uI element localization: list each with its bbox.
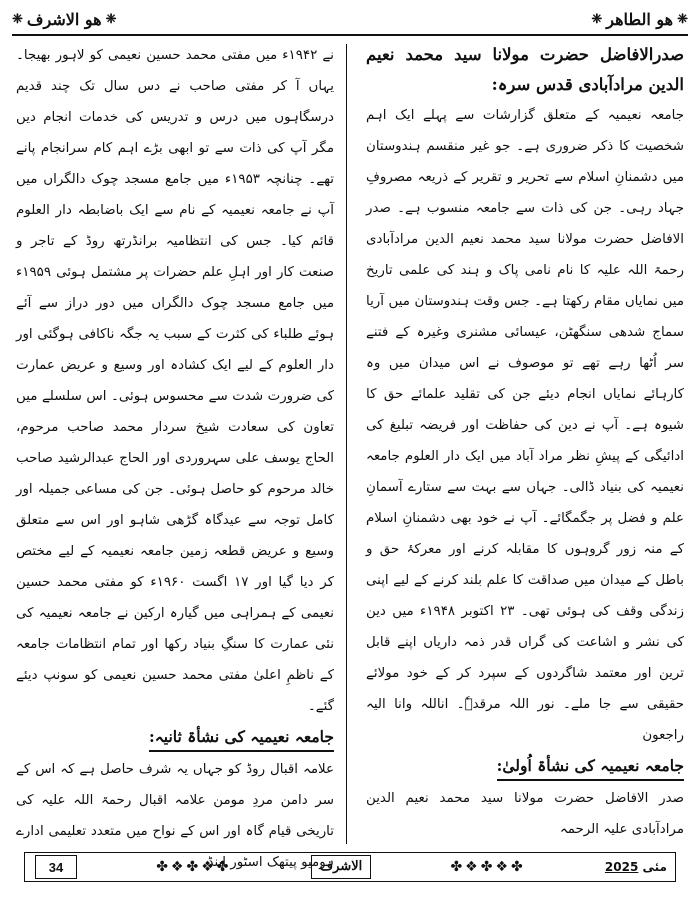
header-rule bbox=[12, 34, 688, 36]
header-right-text: هو الطاهر bbox=[606, 9, 674, 29]
page-header bbox=[12, 6, 688, 32]
right-column bbox=[366, 40, 684, 848]
column-divider bbox=[346, 44, 347, 844]
footer-month: مئی bbox=[642, 860, 667, 874]
article-paragraph: علامہ اقبال روڈ کو جہاں یہ شرف حاصل ہے کہ اس کے سر دامن مردِ مومن علامہ اقبال رحمۃ اللہ علیہ کی تاریخی قیام گاہ اور اس کے نواح میں متعدد تعلیمی ادارے ہومیو پیتھک اسٹور اینڈ bbox=[16, 762, 334, 870]
article-paragraph: جامعہ نعیمیہ کے متعلق گزارشات سے پہلے ایک اہم شخصیت کا ذکر ضروری ہے۔ جو غیر منقسم ہندوستان میں دشمنانِ اسلام سے تحریر و تقریر کے ذریعہ مصروفِ جہاد رہی۔ جن کی ذات سے جامعہ منسوب ہے۔ صدر الافاضل حضرت مولانا سید محمد نعیم الدین مرادآبادی رحمۃ اللہ علیہ کا نام نامی پاک و ہند کی علمی تاریخ میں نمایاں مقام رکھتا ہے۔ جس وقت ہندوستان میں آریا سماج شدھی سنگھٹن، عیسائی مشنری وغیرہ کے فتنے سر اُٹھا رہے تھے تو موصوف نے اس میدان میں وہ کارہائے نمایاں انجام دیئے جن کی تقلید علمائے حق کا شیوہ ہے۔ آپ نے دین کی حفاظت اور فریضہ تبلیغ کی ادائیگی کے پیشِ نظر مراد آباد میں ایک دار العلوم جامعہ نعیمیہ کی بنیاد ڈالی۔ جہاں سے بہت سے ستارے آسمانِ علم و فضل پر جگمگائے۔ آپ نے خود بھی دشمنانِ اسلام کے منہ زور گروہوں کا مقابلہ کرنے اور معرکۂ حق و باطل کے میدان میں صداقت کا علم بلند کرنے کے لیے اپنی زندگی وقف کی ہوئی تھی۔ ۲۳ اکتوبر ۱۹۴۸ء میں دین کی نشر و اشاعت کی گراں قدر ذمہ داریاں اپنے قابل ترین اور معتمد شاگردوں کے سپرد کر کے خود مولائے حقیقی سے جا ملے۔ نور اللہ مرقدہٗ۔ اناللہ وانا الیہ راجعون bbox=[366, 108, 684, 743]
footer-year: 2025 bbox=[604, 860, 639, 874]
footer-ornament-icon: ✤❖✤❖✤ bbox=[450, 859, 526, 875]
article-paragraph: نے ۱۹۴۲ء میں مفتی محمد حسین نعیمی کو لاہور بھیجا۔ یہاں آ کر مفتی صاحب نے دس سال تک چند قدیم درسگاہوں میں درس و تدریس کی خدمات انجام دیں مگر آپ کی ذات سے تو ابھی بڑے اہم کام سرانجام پانے تھے۔ چنانچہ ۱۹۵۳ء میں جامع مسجد چوک دالگراں میں آپ نے جامعہ نعیمیہ کے نام سے ایک باضابطہ دار العلوم قائم کیا۔ جس کی انتظامیہ برانڈرتھ روڈ کے تاجر و صنعت کار اور اہلِ علم حضرات پر مشتمل ہوئی ۱۹۵۹ء میں جامع مسجد چوک دالگراں میں دور دراز سے آئے ہوئے طلباء کی کثرت کے سبب یہ جگہ ناکافی ہوگئی اور دار العلوم کے لیے ایک کشادہ اور وسیع و عریض عمارت کی ضرورت شدت سے محسوس ہوئی۔ اس سلسلے میں تعاون کی سعادت شیخ سردار محمد صاحب مرحوم، الحاج یوسف علی سہروردی اور الحاج عبدالرشید صاحب خالد مرحوم کو حاصل ہوئی۔ جن کی مساعی جمیلہ اور کامل توجہ سے عیدگاہ گڑھی شاہو اور اس سے متعلق وسیع و عریض قطعہ زمین جامعہ نعیمیہ کے لیے مختص کر دیا گیا اور ۱۷ اگست ۱۹۶۰ء کو مفتی محمد حسین نعیمی کے ہمراہی میں گیارہ ارکین نے جامعہ نعیمیہ کی نئی عمارت کا سنگِ بنیاد رکھا اور تمام انتظامات جامعہ کے ناظمِ اعلیٰ مفتی محمد حسین نعیمی کو سونپ دیئے گئے۔ bbox=[16, 48, 334, 714]
flourish-icon: ❈ bbox=[591, 11, 603, 27]
footer-magazine-name: الاشرف bbox=[311, 855, 372, 879]
header-left-text: هو الاشرف bbox=[26, 9, 102, 29]
page-number: 34 bbox=[35, 855, 77, 879]
header-left bbox=[12, 10, 116, 29]
article-title: صدرالافاضل حضرت مولانا سید محمد نعیم الدین مرادآبادی قدس سرہ: bbox=[366, 45, 684, 94]
flourish-icon: ❈ bbox=[677, 11, 688, 27]
flourish-icon: ❈ bbox=[12, 11, 23, 27]
section-heading-first: جامعہ نعیمیہ کی نشأۃ اُولیٰ: bbox=[497, 753, 684, 781]
header-right bbox=[591, 10, 688, 29]
footer-ornament-icon: ✤❖✤❖✤ bbox=[156, 859, 232, 875]
article-paragraph: صدر الافاضل حضرت مولانا سید محمد نعیم الدین مرادآبادی علیہ الرحمہ bbox=[366, 791, 684, 837]
section-heading-second: جامعہ نعیمیہ کی نشأۃ ثانیہ: bbox=[149, 724, 334, 752]
flourish-icon: ❈ bbox=[105, 11, 117, 27]
page-footer bbox=[24, 852, 676, 882]
footer-date bbox=[605, 860, 667, 874]
